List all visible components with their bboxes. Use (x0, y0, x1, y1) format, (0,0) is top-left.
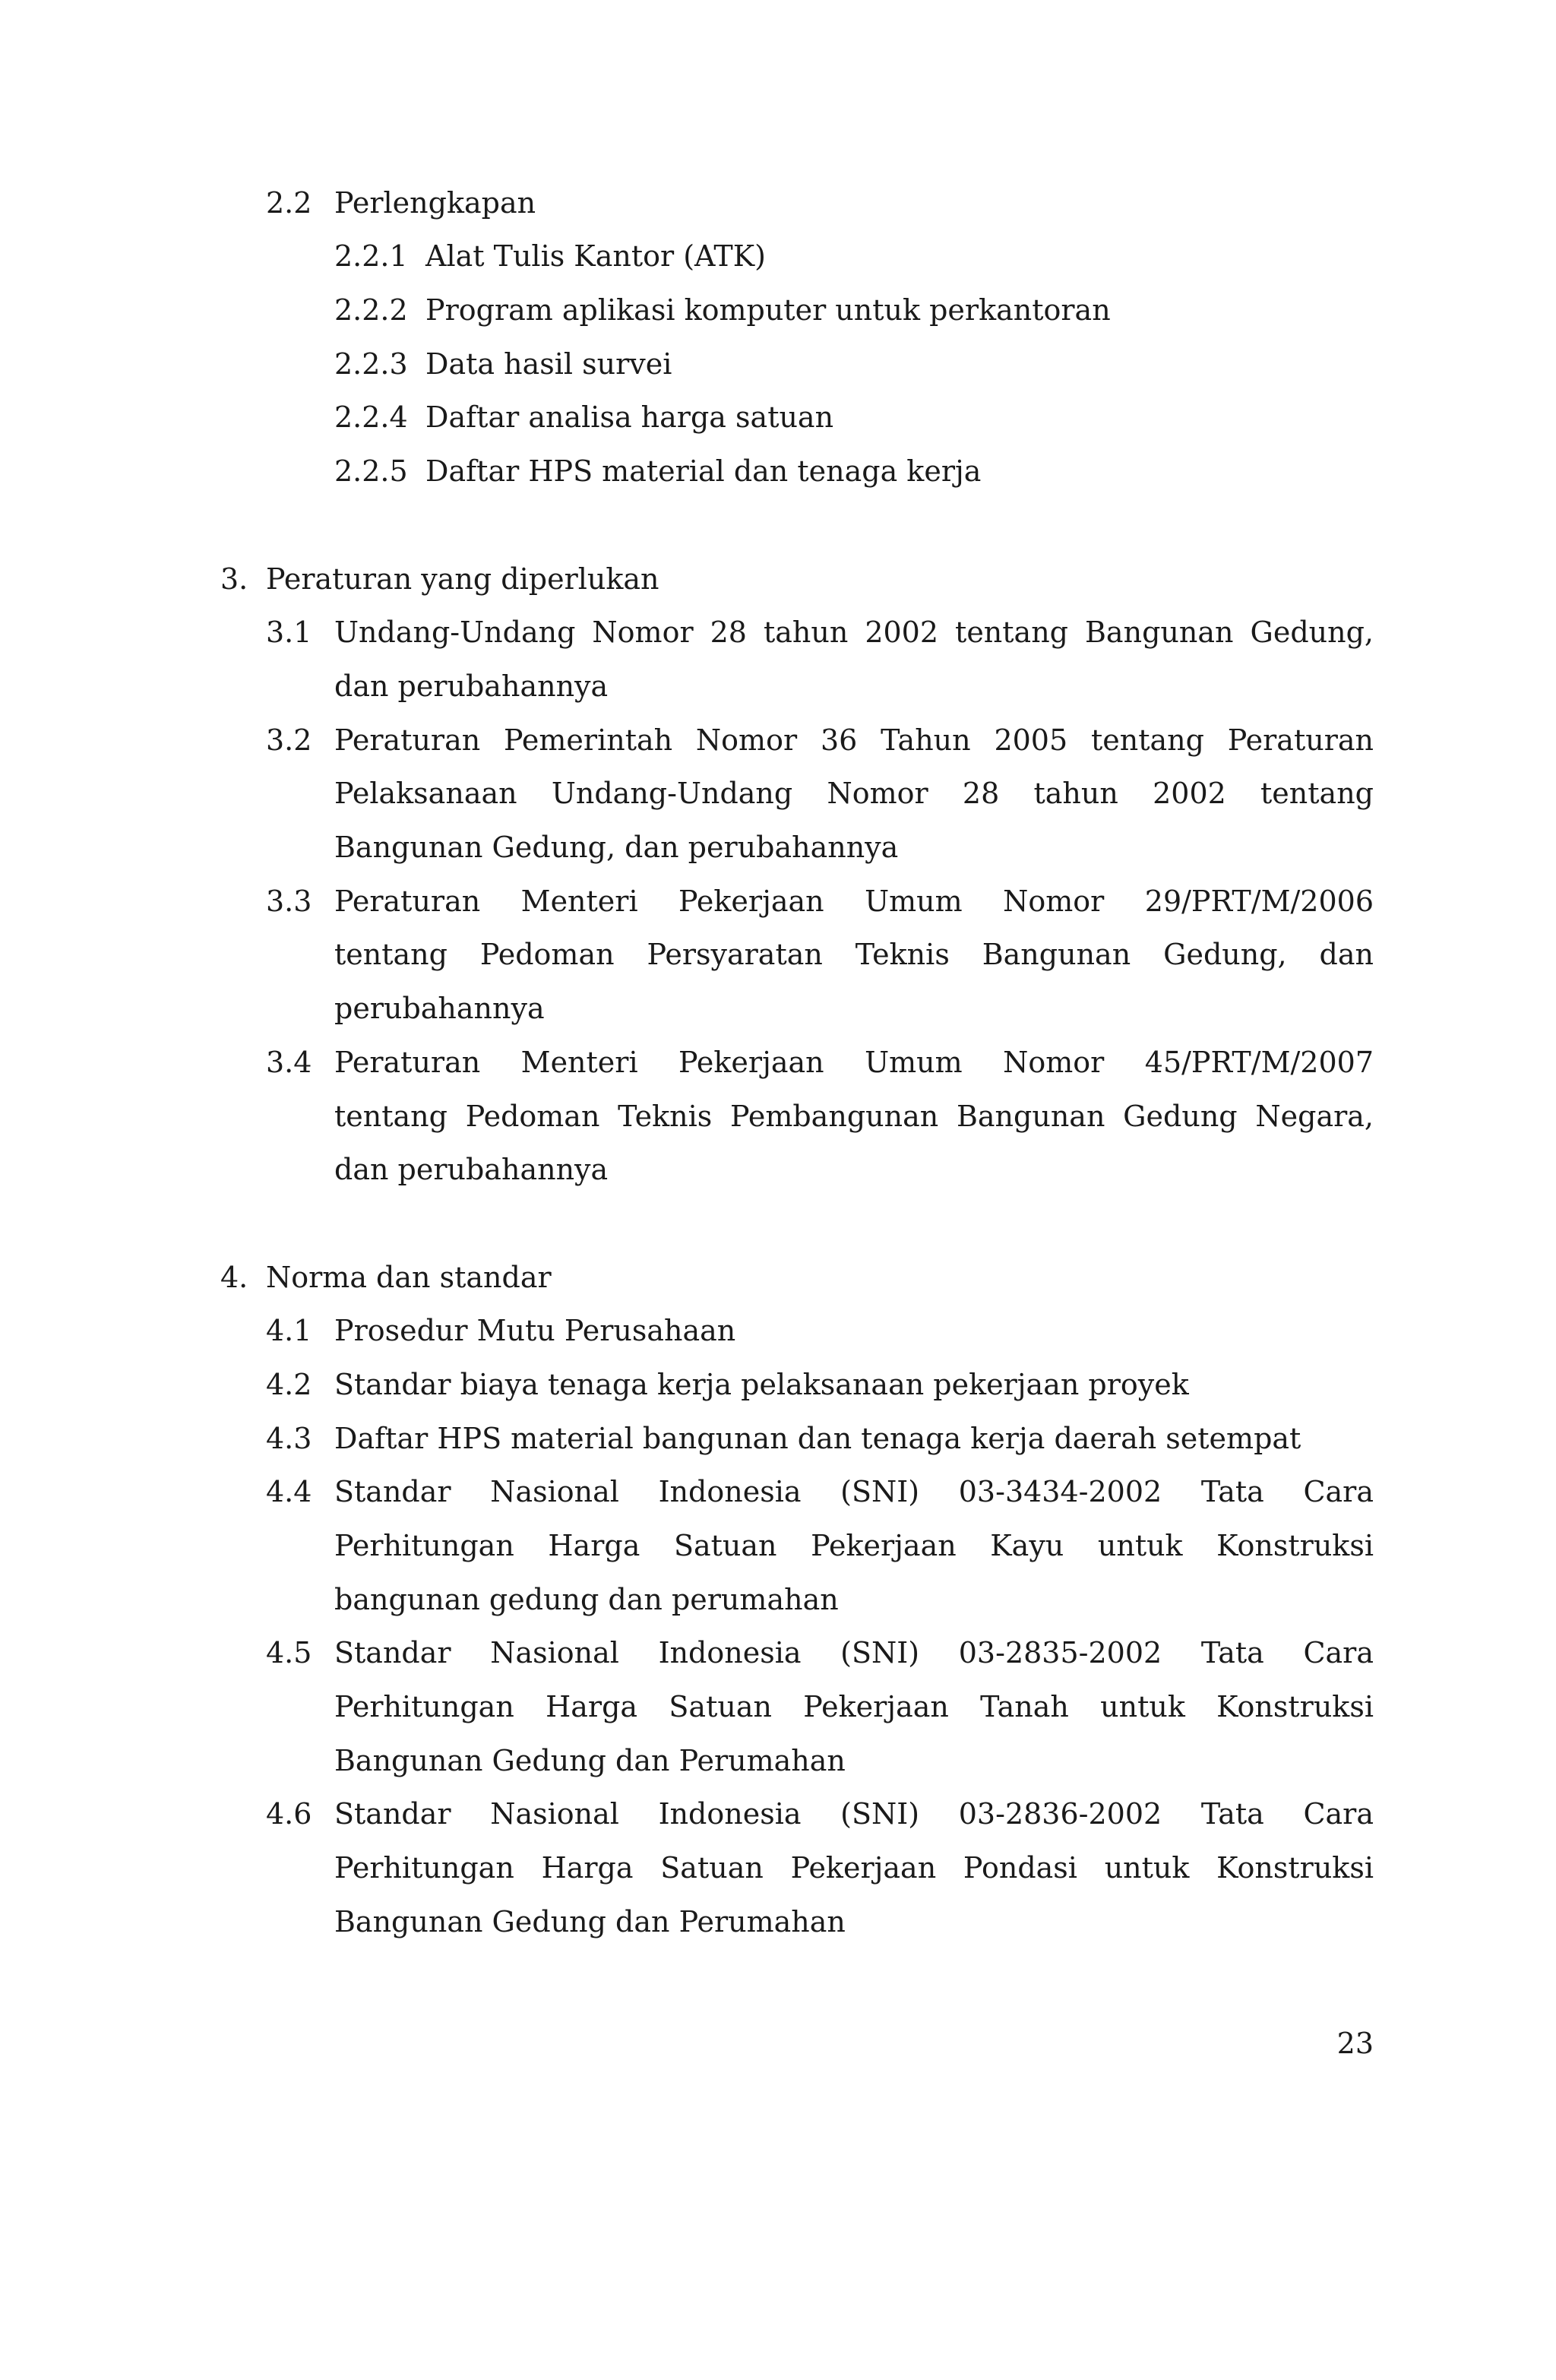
section-title: Peraturan yang diperlukan (266, 562, 659, 596)
section-title: Perlengkapan (334, 186, 536, 220)
list-item-number: 2.2.4 (334, 400, 408, 434)
list-item-line: Peraturan Menteri Pekerjaan Umum Nomor 29/PRT/M/2006 (334, 885, 1374, 918)
list-item-number: 2.2.3 (334, 347, 408, 381)
list-item-line: perubahannya (334, 992, 545, 1025)
list-item-number: 2.2.1 (334, 239, 408, 273)
list-item-number: 4.6 (266, 1797, 312, 1831)
list-item-number: 3.3 (266, 885, 312, 918)
list-item-line: Undang-Undang Nomor 28 tahun 2002 tentang Bangunan Gedung, (334, 616, 1374, 649)
list-item-line: Bangunan Gedung, dan perubahannya (334, 831, 899, 864)
list-item-line: Perhitungan Harga Satuan Pekerjaan Tanah untuk Konstruksi (334, 1690, 1374, 1723)
list-item-line: Prosedur Mutu Perusahaan (334, 1314, 736, 1347)
section-number: 4. (220, 1261, 248, 1294)
list-item-number: 3.2 (266, 723, 312, 757)
list-item-line: Bangunan Gedung dan Perumahan (334, 1744, 846, 1777)
list-item-line: dan perubahannya (334, 669, 609, 703)
list-item-line: tentang Pedoman Teknis Pembangunan Bangunan Gedung Negara, (334, 1100, 1374, 1133)
list-item-text: Alat Tulis Kantor (ATK) (425, 239, 766, 273)
page-number: 23 (1336, 2027, 1374, 2060)
list-item-line: Standar Nasional Indonesia (SNI) 03-3434-2002 Tata Cara (334, 1475, 1374, 1508)
list-item-text: Data hasil survei (425, 347, 672, 381)
list-item-line: Standar Nasional Indonesia (SNI) 03-2836-2002 Tata Cara (334, 1797, 1374, 1831)
list-item-line: Bangunan Gedung dan Perumahan (334, 1905, 846, 1938)
list-item-line: Pelaksanaan Undang-Undang Nomor 28 tahun 2002 tentang (334, 777, 1374, 810)
list-item-line: Peraturan Menteri Pekerjaan Umum Nomor 45/PRT/M/2007 (334, 1046, 1374, 1079)
list-item-number: 2.2.2 (334, 293, 408, 327)
list-item-line: Peraturan Pemerintah Nomor 36 Tahun 2005 tentang Peraturan (334, 723, 1374, 757)
list-item-line: Standar Nasional Indonesia (SNI) 03-2835-2002 Tata Cara (334, 1636, 1374, 1669)
list-item-line: tentang Pedoman Persyaratan Teknis Bangunan Gedung, dan (334, 938, 1374, 971)
list-item-line: bangunan gedung dan perumahan (334, 1583, 839, 1616)
section-number: 3. (220, 562, 248, 596)
list-item-line: Daftar HPS material bangunan dan tenaga kerja daerah setempat (334, 1422, 1301, 1455)
list-item-number: 4.3 (266, 1422, 312, 1455)
list-item-line: Perhitungan Harga Satuan Pekerjaan Kayu untuk Konstruksi (334, 1529, 1374, 1562)
list-item-text: Daftar HPS material dan tenaga kerja (425, 454, 982, 488)
list-item-number: 4.4 (266, 1475, 312, 1508)
list-item-number: 4.2 (266, 1368, 312, 1401)
list-item-number: 4.5 (266, 1636, 312, 1669)
list-item-number: 3.1 (266, 616, 312, 649)
list-item-number: 3.4 (266, 1046, 312, 1079)
section-number: 2.2 (266, 186, 312, 220)
list-item-number: 4.1 (266, 1314, 312, 1347)
list-item-line: Perhitungan Harga Satuan Pekerjaan Pondasi untuk Konstruksi (334, 1851, 1374, 1885)
section-title: Norma dan standar (266, 1261, 552, 1294)
list-item-text: Program aplikasi komputer untuk perkantoran (425, 293, 1111, 327)
list-item-number: 2.2.5 (334, 454, 408, 488)
list-item-line: Standar biaya tenaga kerja pelaksanaan pekerjaan proyek (334, 1368, 1189, 1401)
list-item-text: Daftar analisa harga satuan (425, 400, 834, 434)
list-item-line: dan perubahannya (334, 1153, 609, 1186)
